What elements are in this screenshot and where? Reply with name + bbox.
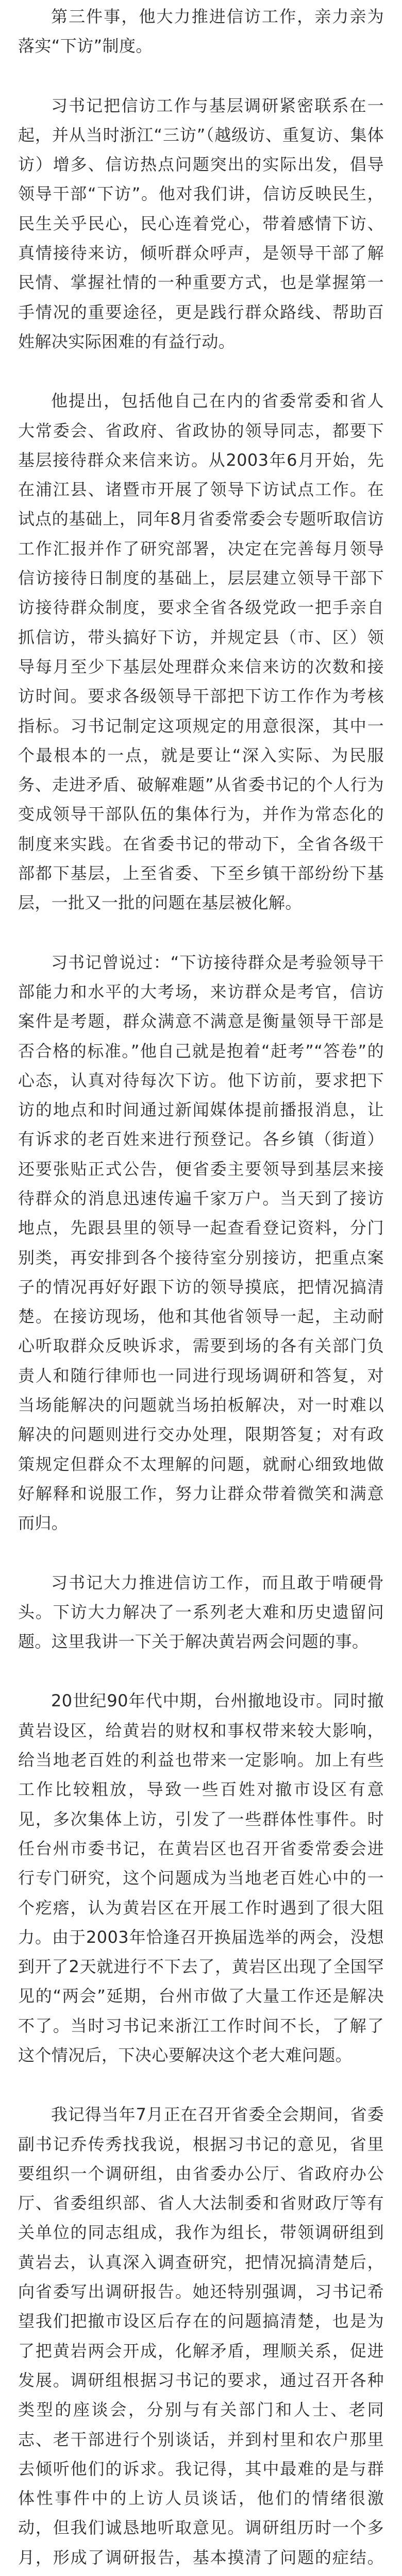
article-paragraph: 习书记把信访工作与基层调研紧密联系在一起，并从当时浙江“三访”（越级访、重复访、集体访）增多、信访热点问题突出的实际出发，倡导领导干部“下访”。他对我们讲，信访反映民生，民生关乎民心，民心连着党心，带着感情下访、真情接待来访，倾听群众呼声，是领导干部了解民情、掌握社情的一种重要方式，也是掌握第一手情况的重要途径，更是践行群众路线、帮助百姓解决实际困难的有益行动。 [18,95,384,351]
article-paragraph: 第三件事，他大力推进信访工作，亲力亲为落实“下访”制度。 [18,7,384,56]
article-paragraph: 他提出，包括他自己在内的省委常委和省人大常委会、省政府、省政协的领导同志，都要下基层接待群众来信来访。从2003年6月开始，先在浦江县、诸暨市开展了领导下访试点工作。在试点的基础上，同年8月省委常委会专题听取信访工作汇报并作了研究部署，决定在完善每月领导信访接待日制度的基础上，层层建立领导干部下访接待群众制度，要求全省各级党政一把手亲自抓信访，带头搞好下访，并规定县（市、区）领导每月至少下基层处理群众来信来访的次数和接访时间。要求各级领导干部把下访工作作为考核指标。习书记制定这项规定的用意很深，其中一个最根本的一点，就是要让“深入实际、为民服务、走进矛盾、破解难题”从省委书记的个人行为变成领导干部队伍的集体行为，并作为常态化的制度来实践。在省委书记的带动下，全省各级干部都下基层，上至省委、下至乡镇干部纷纷下基层，一批又一批的问题在基层被化解。 [18,391,384,913]
article-paragraph: 我记得当年7月正在召开省委全会期间，省委副书记乔传秀找我说，根据习书记的意见，省里要组织一个调研组，由省委办公厅、省政府办公厅、省委组织部、省人大法制委和省财政厅等有关单位的同志组成，我作为组长，带领调研组到黄岩去，认真深入调查研究，把情况搞清楚后，向省委写出调研报告。她还特别强调，习书记希望我们把撤市设区后存在的问题搞清楚，也是为了把黄岩两会开成，化解矛盾，理顺关系，促进发展。调研组根据习书记的要求，通过召开各种类型的座谈会，分别与有关部门和人士、老同志、老干部进行个别谈话，并到村里和农户那里去倾听他们的诉求。我记得，其中最难的是与群体性事件中的上访人员谈话，他们的情绪很激动，但我们诚恳地听取意见。调研组历时一个多月，形成了调研报告，基本摸清了问题的症结。 [18,2105,384,2567]
article-paragraph: 习书记大力推进信访工作，而且敢于啃硬骨头。下访大力解决了一系列老大难和历史遗留问题。这里我讲一下关于解决黄岩两会问题的事。 [18,1572,384,1652]
article-paragraph: 20世纪90年代中期，台州撤地设市。同时撤黄岩设区，给黄岩的财权和事权带来较大影响，给当地老百姓的利益也带来一定影响。加上有些工作比较粗放，导致一些百姓对撤市设区有意见，多次集体上访，引发了一些群体性事件。时任台州市委书记，在黄岩区也召开省委常委会进行专门研究，这个问题成为当地老百姓心中的一个疙瘩，认为黄岩区在开展工作时遇到了很大阻力。由于2003年恰逢召开换届选举的两会，没想到开了2天就进行不下去了，黄岩区出现了全国罕见的“两会”延期，台州市做了大量工作还是解决不了。当时习书记来浙江工作时间不长，了解了这个情况后，下决心要解决这个老大难问题。 [18,1691,384,2065]
article-paragraph: 习书记曾说过：“下访接待群众是考验领导干部能力和水平的大考场，来访群众是考官，信访案件是考题，群众满意不满意是衡量领导干部是否合格的标准。”他自己就是抱着“赶考”“答卷”的心态，认真对待每次下访。他下访前，要求把下访的地点和时间通过新闻媒体提前播报消息，让有诉求的老百姓来进行预登记。各乡镇（街道）还要张贴正式公告，便省委主要领导到基层来接待群众的消息迅速传遍千家万户。当天到了接访地点，先跟县里的领导一起查看登记资料，分门别类，再安排到各个接待室分别接访，把重点案子的情况再好好跟下访的领导摸底，把情况搞清楚。在接访现场，他和其他省领导一起，主动耐心听取群众反映诉求，需要到场的各有关部门负责人和随行律师也一同进行现场调研和答复，对当场能解决的问题就当场拍板解决，对一时难以解决的问题则进行交办处理，限期答复；对有政策规定但群众不太理解的问题，就耐心细致地做好解释和说服工作，努力让群众带着微笑和满意而归。 [18,952,384,1533]
